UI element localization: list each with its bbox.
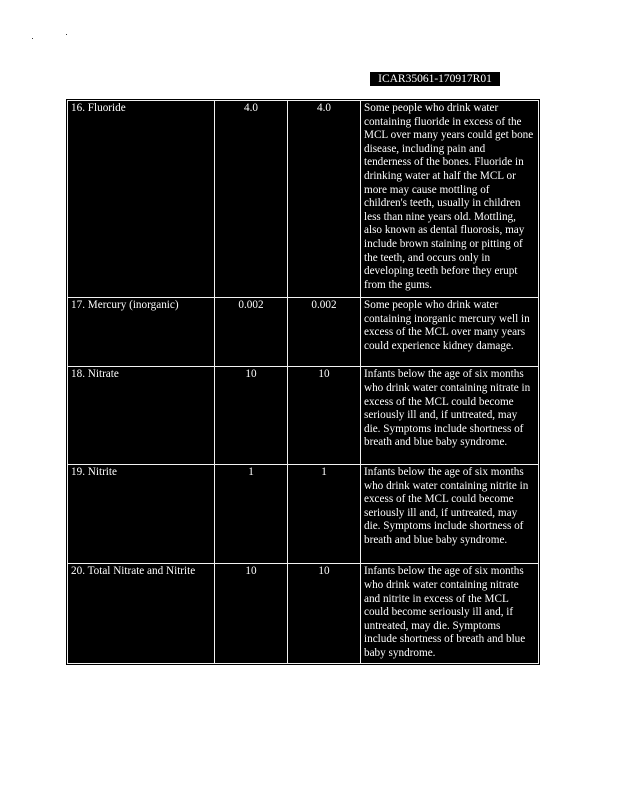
contaminant-name-cell: 20. Total Nitrate and Nitrite	[68, 564, 215, 664]
scan-specks	[32, 34, 72, 42]
health-effects-cell: Some people who drink water containing fluoride in excess of the MCL over many years could get bone disease, including pain and tenderness of the bones. Fluoride in drinking water at half the MCL or more may cause mottling of children's teeth, usually in children less than nine years old. Mottling, also known as dental fluorosis, may include brown staining or pitting of the teeth, and occurs only in developing teeth before they erupt from the gums.	[361, 101, 539, 298]
scan-speck	[66, 34, 67, 35]
contaminant-name-cell: 18. Nitrate	[68, 367, 215, 465]
contaminant-name-cell: 19. Nitrite	[68, 464, 215, 564]
table-row	[68, 298, 539, 367]
contaminant-table-container	[66, 99, 540, 665]
mclg-cell: 4.0	[215, 101, 288, 298]
health-effects-cell: Infants below the age of six months who drink water containing nitrate in excess of the MCL could become seriously ill and, if untreated, may die. Symptoms include shortness of breath and blue baby syndrome.	[361, 367, 539, 465]
document-id-stamp: ICAR35061-170917R01	[370, 72, 500, 86]
mclg-cell: 10	[215, 564, 288, 664]
mclg-cell: 1	[215, 464, 288, 564]
mcl-cell: 1	[288, 464, 361, 564]
health-effects-cell: Infants below the age of six months who drink water containing nitrite in excess of the MCL could become seriously ill and, if untreated, may die. Symptoms include shortness of breath and blue baby syndrome.	[361, 464, 539, 564]
health-effects-cell: Some people who drink water containing inorganic mercury well in excess of the MCL over many years could experience kidney damage.	[361, 298, 539, 367]
mcl-cell: 10	[288, 367, 361, 465]
health-effects-cell: Infants below the age of six months who drink water containing nitrate and nitrite in excess of the MCL could become seriously ill and, if untreated, may die. Symptoms include shortness of breath and blue baby syndrome.	[361, 564, 539, 664]
table-row	[68, 564, 539, 664]
table-row	[68, 464, 539, 564]
contaminant-name-cell: 17. Mercury (inorganic)	[68, 298, 215, 367]
mclg-cell: 10	[215, 367, 288, 465]
contaminant-name-cell: 16. Fluoride	[68, 101, 215, 298]
mclg-cell: 0.002	[215, 298, 288, 367]
table-row	[68, 101, 539, 298]
mcl-cell: 10	[288, 564, 361, 664]
contaminant-table	[67, 100, 539, 664]
scan-speck	[32, 38, 33, 39]
mcl-cell: 4.0	[288, 101, 361, 298]
mcl-cell: 0.002	[288, 298, 361, 367]
table-row	[68, 367, 539, 465]
